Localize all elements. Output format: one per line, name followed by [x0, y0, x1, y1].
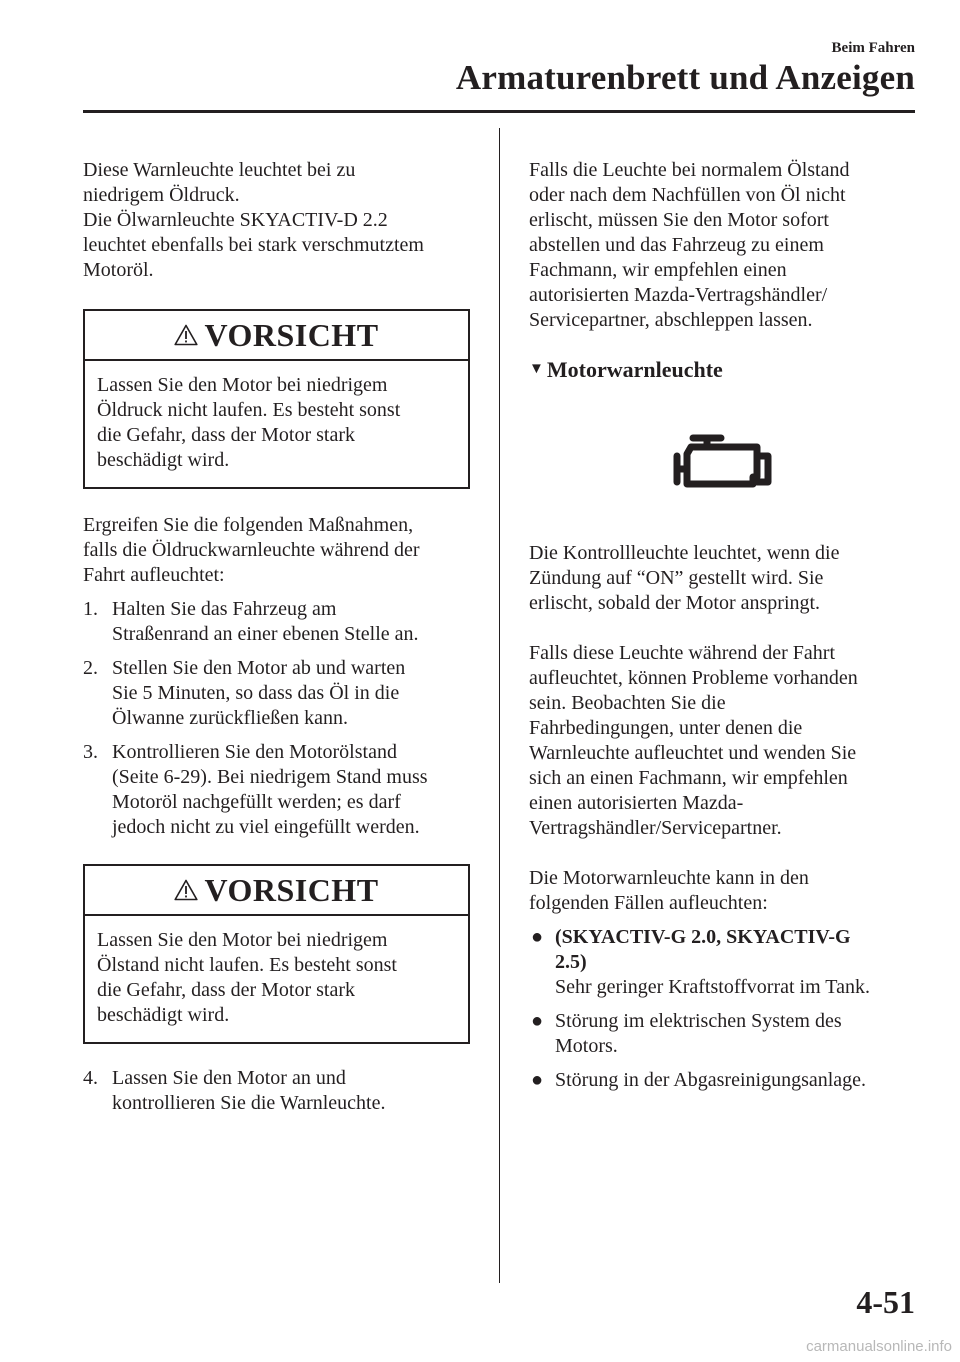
column-divider	[499, 128, 500, 1283]
subheading-engine-warning	[529, 357, 919, 382]
bullet-icon: ●	[531, 1069, 544, 1091]
list-item: ● (SKYACTIV-G 2.0, SKYACTIV-G 2.5) Sehr geringer Kraftstoffvorrat im Tank.	[531, 926, 870, 998]
triangle-bullet-icon: ▼	[529, 361, 544, 377]
caution-label: VORSICHT	[204, 316, 379, 353]
steps-list-continued	[83, 1066, 473, 1116]
warning-triangle-icon	[174, 324, 198, 346]
caution-header	[85, 866, 468, 916]
list-item: ● Störung im elektrischen System des Motors.	[531, 1010, 842, 1057]
cases-list	[529, 925, 919, 1093]
paragraph-driving-issue: Falls diese Leuchte während der Fahrt aufleuchtet, können Probleme vorhanden sein. Beobachten Sie die Fahrbedingungen, unter denen die Warnleuchte aufleuchtet und wenden Sie sich an einen Fachmann, wir empfehlen einen autorisierten Mazda- Vertragshändler/Servicepartner.	[529, 642, 858, 839]
bullet-icon: ●	[531, 1010, 544, 1032]
section-label: Beim Fahren	[831, 40, 915, 56]
list-item: 3. Kontrollieren Sie den Motorölstand (Seite 6-29). Bei niedrigem Stand muss Motoröl nachgefüllt werden; es darf jedoch nicht zu viel eingefüllt werden.	[83, 741, 428, 838]
list-item: 4. Lassen Sie den Motor an und kontrollieren Sie die Warnleuchte.	[83, 1067, 386, 1114]
watermark: carmanualsonline.info	[806, 1338, 952, 1355]
bullet-icon: ●	[531, 926, 544, 948]
caution-label: VORSICHT	[204, 871, 379, 908]
right-column	[529, 158, 919, 1093]
subheading-text: Motorwarnleuchte	[546, 357, 723, 382]
page-number: 4-51	[856, 1284, 915, 1320]
paragraph-cases: Die Motorwarnleuchte kann in den folgenden Fällen aufleuchten:	[529, 867, 809, 914]
list-item: 2. Stellen Sie den Motor ab und warten Sie 5 Minuten, so dass das Öl in die Ölwanne zurückfließen kann.	[83, 657, 406, 729]
caution-text: Lassen Sie den Motor bei niedrigem Öldruck nicht laufen. Es besteht sonst die Gefahr, dass der Motor stark beschädigt wird.	[97, 374, 401, 471]
caution-box-oil-level	[83, 864, 470, 1044]
header-rule	[83, 110, 915, 113]
caution-header	[85, 311, 468, 361]
paragraph-oil-warning-persist: Falls die Leuchte bei normalem Ölstand oder nach dem Nachfüllen von Öl nicht erlischt, müssen Sie den Motor sofort abstellen und das Fahrzeug zu einem Fachmann, wir empfehlen einen autorisierten Mazda-Vertragshändler/ Servicepartner, abschleppen lassen.	[529, 159, 850, 331]
warning-triangle-icon	[174, 879, 198, 901]
intro-paragraph: Diese Warnleuchte leuchtet bei zu niedrigem Öldruck. Die Ölwarnleuchte SKYACTIV-D 2.2 leuchtet ebenfalls bei stark verschmutztem Motoröl.	[83, 159, 424, 281]
engine-check-icon	[671, 434, 781, 494]
paragraph-ignition: Die Kontrollleuchte leuchtet, wenn die Zündung auf “ON” gestellt wird. Sie erlischt, sobald der Motor anspringt.	[529, 542, 840, 614]
page-title: Armaturenbrett und Anzeigen	[455, 58, 915, 97]
caution-box-oil-pressure	[83, 309, 470, 489]
caution-text: Lassen Sie den Motor bei niedrigem Ölstand nicht laufen. Es besteht sonst die Gefahr, dass der Motor stark beschädigt wird.	[97, 929, 397, 1026]
list-item: ● Störung in der Abgasreinigungsanlage.	[531, 1069, 867, 1091]
left-column	[83, 158, 473, 1116]
steps-list	[83, 597, 473, 840]
list-item: 1. Halten Sie das Fahrzeug am Straßenrand an einer ebenen Stelle an.	[83, 598, 419, 645]
steps-intro: Ergreifen Sie die folgenden Maßnahmen, falls die Öldruckwarnleuchte während der Fahrt aufleuchtet:	[83, 514, 420, 586]
